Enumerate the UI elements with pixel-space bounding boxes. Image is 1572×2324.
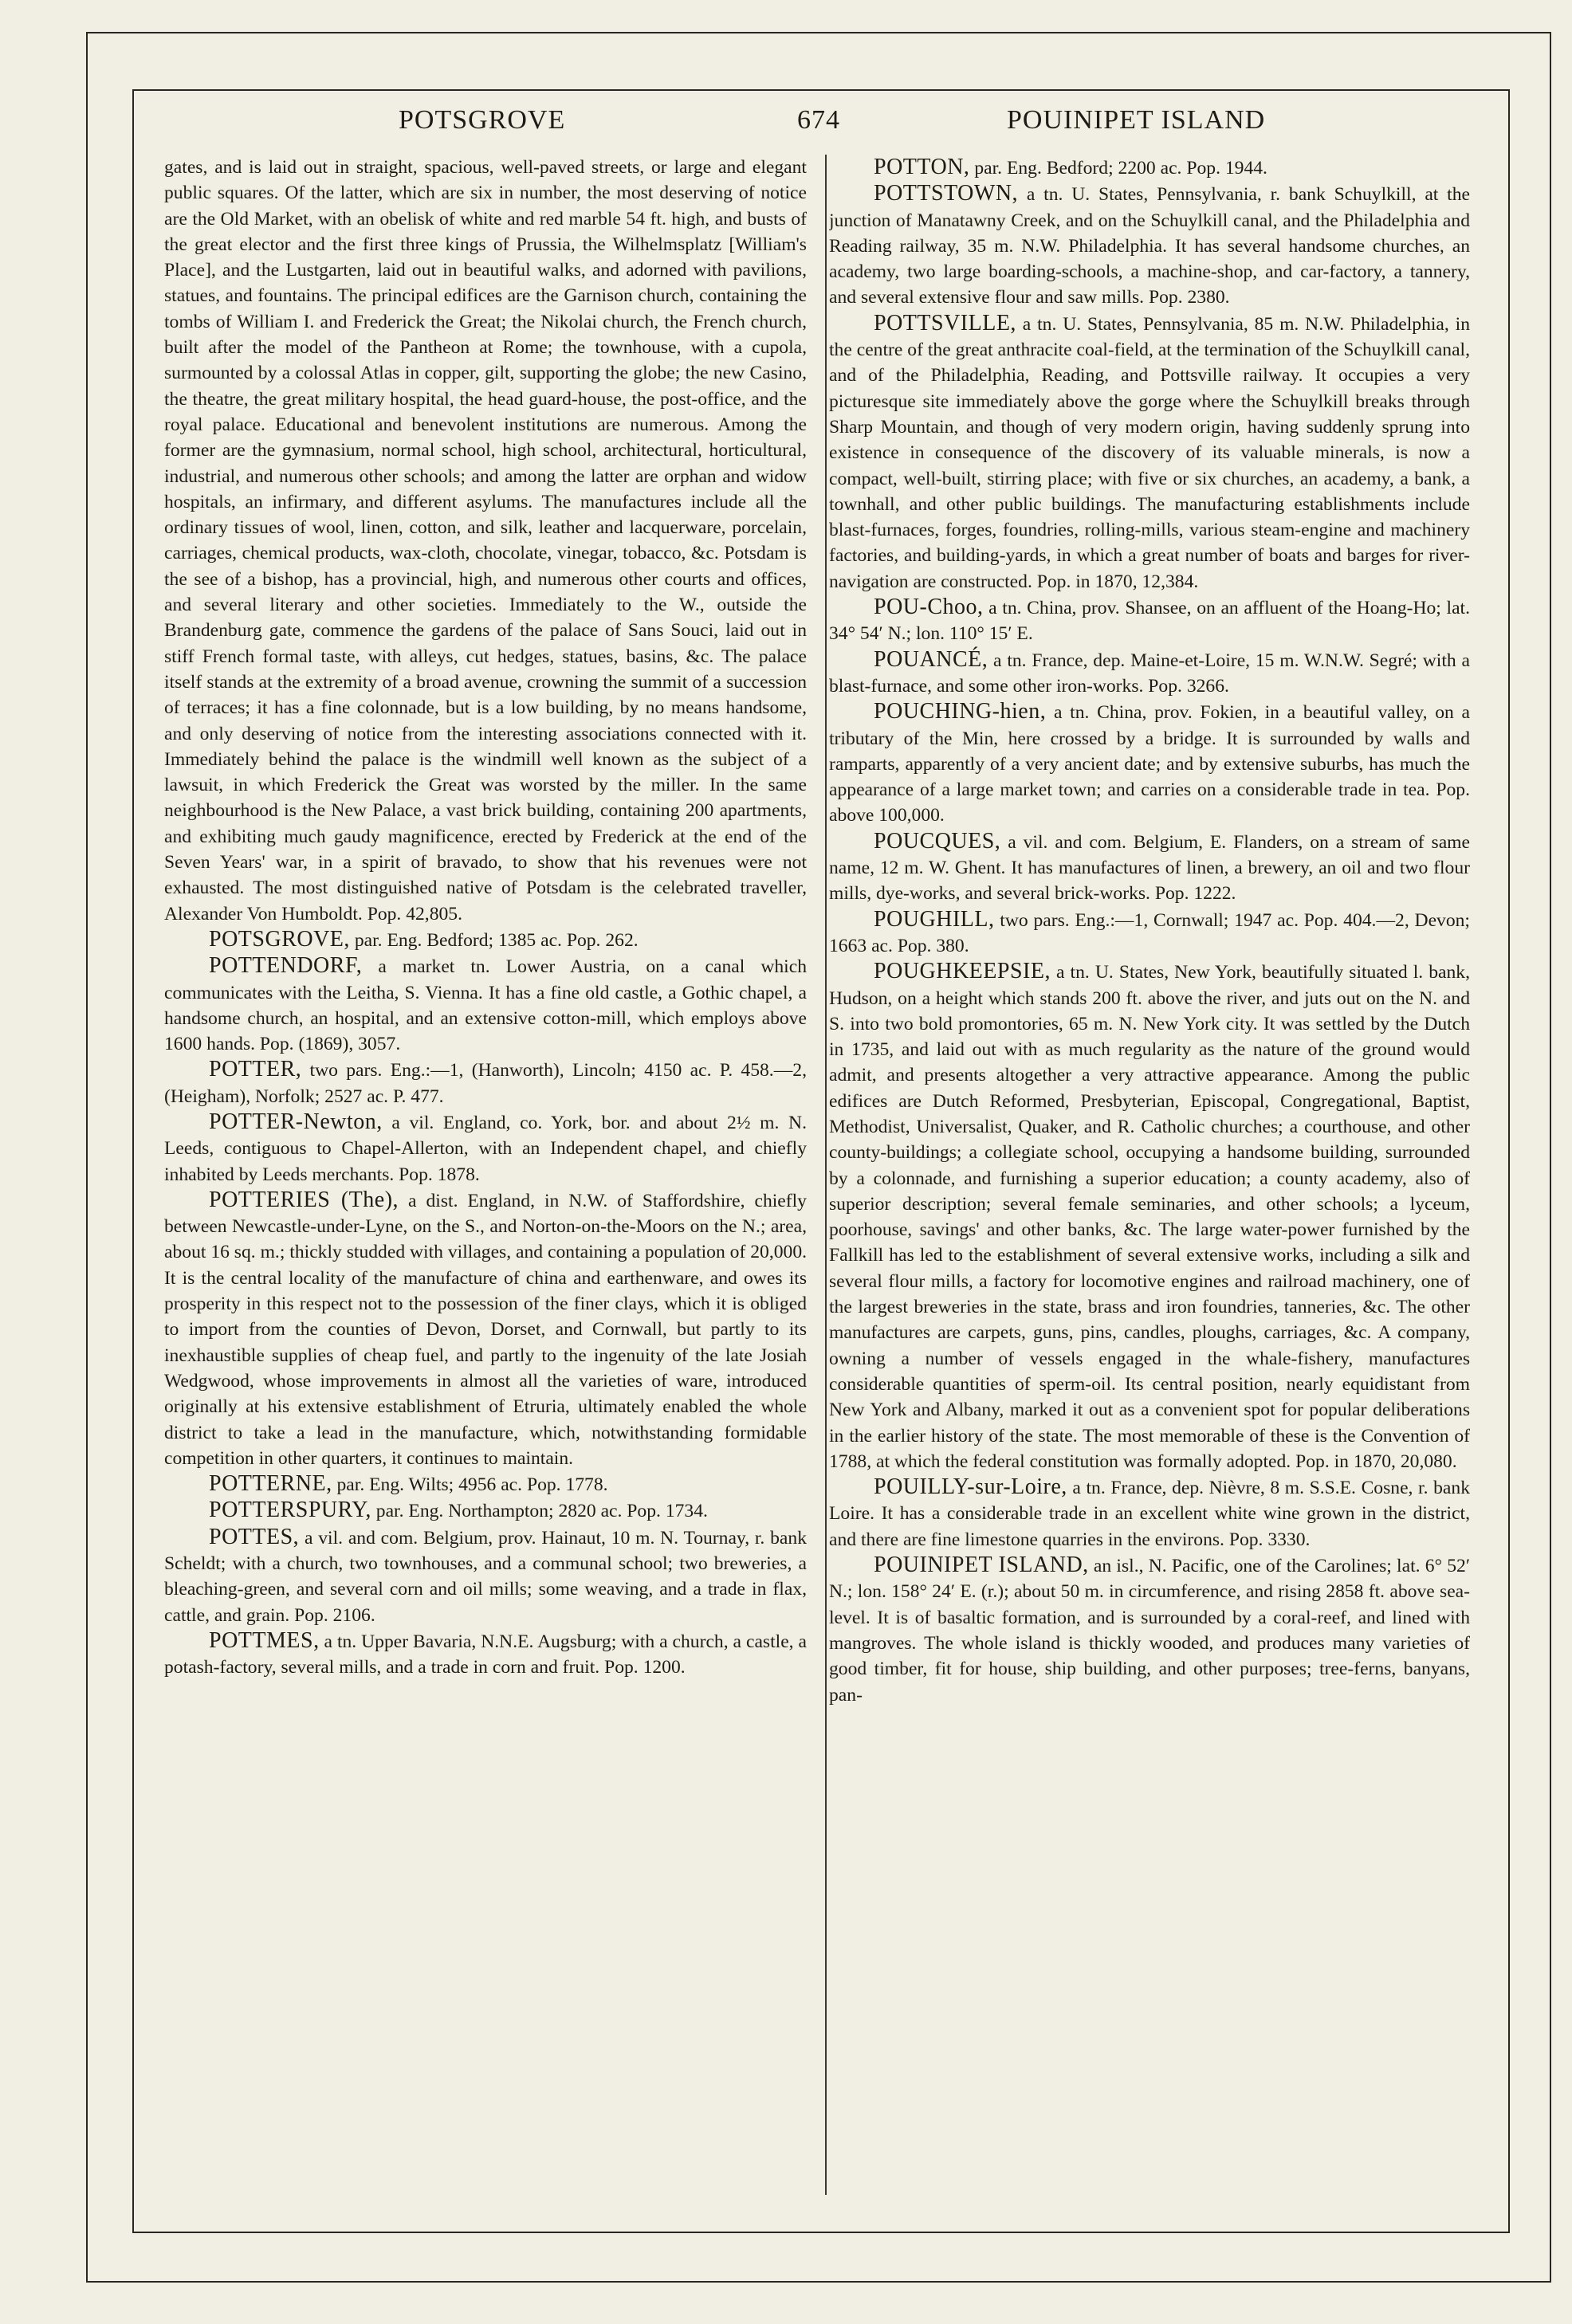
entry-pottendorf xyxy=(164,953,807,1057)
page-number: 674 xyxy=(797,105,840,135)
entry-text: par. Eng. Bedford; 1385 ac. Pop. 262. xyxy=(349,929,639,951)
entry-text: par. Eng. Northampton; 2820 ac. Pop. 1734. xyxy=(371,1501,708,1522)
entry-potsgrove xyxy=(164,927,807,953)
entry-headword: POUILLY-sur-Loire, xyxy=(874,1474,1067,1500)
column-divider xyxy=(825,155,827,2195)
entry-potter-newton xyxy=(164,1109,807,1188)
entry-text: a dist. England, in N.W. of Staffordshire, chiefly between Newcastle-under-Lyne, on the S., and Norton-on-the-Moors on the N.; area, about 16 sq. m.; thickly studded with villages, and containing a population of 20,000. It is the central locality of the manufacture of china and earthenware, and owes its prosperity in this respect not to the possession of the finer clays, which it is obliged to import from the counties of Devon, Dorset, and Cornwall, but partly to its inexhaustible supplies of cheap fuel, and partly to the ingenuity of the late Josiah Wedgwood, whose improvements in almost all the varieties of ware, introduced originally at his extensive establishment of Etruria, ultimately enabled the whole district to take a lead in the manufacture, which, notwithstanding formidable competition in other quarters, it continues to maintain. xyxy=(164,1190,807,1469)
entry-headword: POU-Choo, xyxy=(874,595,984,620)
entry-text: a tn. China, prov. Fokien, in a beautiful valley, on a tributary of the Min, here crossed by a bridge. It is surrounded by walls and ramparts, apparently of a very ancient date; and by extensive suburbs, has much the appearance of a large market town; and carries on a considerable trade in tea. Pop. above 100,000. xyxy=(829,702,1470,826)
entry-potterne xyxy=(164,1471,807,1498)
entry-pouinipet-island xyxy=(829,1553,1470,1708)
header-left-catchword: POTSGROVE xyxy=(399,105,566,135)
entry-potterspury xyxy=(164,1498,807,1524)
entry-headword: POUCHING-hien, xyxy=(874,699,1047,724)
entry-text: par. Eng. Bedford; 2200 ac. Pop. 1944. xyxy=(969,158,1267,179)
entry-text: a tn. U. States, Pennsylvania, 85 m. N.W. Philadelphia, in the centre of the great anthracite coal-field, at the termination of the Schuylkill canal, and of the Philadelphia, Reading, and Pottsville railway. It occupies a very picturesque site immediately above the gorge where the Schuylkill breaks through Sharp Mountain, and though of very modern origin, having suddenly sprung into existence in consequence of the discovery of its valuable minerals, is now a compact, well-built, stirring place; with five or six churches, an academy, a bank, a townhall, and other public buildings. The manufacturing establishments include blast-furnaces, forges, foundries, rolling-mills, various steam-engine and machinery factories, and building-yards, in which a great number of boats and barges for river-navigation are constructed. Pop. in 1870, 12,384. xyxy=(829,313,1470,592)
entry-text: a vil. England, co. York, bor. and about 2½ m. N. Leeds, contiguous to Chapel-Allerton, with an Independent chapel, and chiefly inhabited by Leeds merchants. Pop. 1878. xyxy=(164,1112,807,1185)
entry-headword: POTTER-Newton, xyxy=(209,1109,383,1134)
entry-text: a tn. China, prov. Shansee, on an affluent of the Hoang-Ho; lat. 34° 54′ N.; lon. 110° 15′ E. xyxy=(829,598,1470,645)
entry-headword: POTTENDORF, xyxy=(209,953,363,979)
entry-text: a tn. France, dep. Nièvre, 8 m. S.S.E. Cosne, r. bank Loire. It has a considerable trade in an excellent white wine grown in the district, and there are fine limestone quarries in the environs. Pop. 3330. xyxy=(829,1478,1470,1550)
running-header xyxy=(159,102,1483,142)
entry-headword: POUGHKEEPSIE, xyxy=(874,959,1051,984)
entry-text: a market tn. Lower Austria, on a canal which communicates with the Leitha, S. Vienna. It has a fine old castle, a Gothic chapel, a handsome church, an hospital, and an extensive cotton-mill, which employs above 1600 hands. Pop. (1869), 3057. xyxy=(164,956,807,1055)
entry-headword: POUANCÉ, xyxy=(874,646,988,672)
entry-potton xyxy=(829,155,1470,181)
entry-headword: POTTERSPURY, xyxy=(209,1498,371,1523)
entry-headword: POTTERNE, xyxy=(209,1471,332,1497)
entry-potter xyxy=(164,1057,807,1109)
entry-headword: POTTON, xyxy=(874,155,970,179)
entry-headword: POTSGROVE, xyxy=(209,926,350,952)
entry-headword: POTTSVILLE, xyxy=(874,310,1016,336)
entry-pottmes xyxy=(164,1628,807,1681)
entry-text: a tn. France, dep. Maine-et-Loire, 15 m. W.N.W. Segré; with a blast-furnace, and some other iron-works. Pop. 3266. xyxy=(829,650,1470,697)
entry-potteries xyxy=(164,1188,807,1471)
left-column xyxy=(164,155,807,2195)
entry-headword: POTTMES, xyxy=(209,1627,320,1653)
right-column xyxy=(829,155,1470,2195)
entry-pou-choo xyxy=(829,595,1470,647)
entry-text: two pars. Eng.:—1, (Hanworth), Lincoln; 4150 ac. P. 458.—2, (Heigham), Norfolk; 2527 ac. P. 477. xyxy=(164,1060,807,1107)
entry-text: an isl., N. Pacific, one of the Carolines; lat. 6° 52′ N.; lon. 158° 24′ E. (r.); about 50 m. in circumference, and rising 2858 ft. above sea-level. It is of basaltic formation, and is surrounded by a coral-reef, and lined with mangroves. The whole island is thickly wooded, and produces many varieties of good timber, fit for house, ship building, and other purposes; tree-ferns, banyans, pan- xyxy=(829,1556,1470,1706)
entry-poughill xyxy=(829,907,1470,960)
entry-text: a tn. U. States, Pennsylvania, r. bank Schuylkill, at the junction of Manatawny Creek, and on the Schuylkill canal, and the Philadelphia and Reading railway, 35 m. N.W. Philadelphia. It has several handsome churches, an academy, two large boarding-schools, a machine-shop, and car-factory, a tannery, and several extensive flour and saw mills. Pop. 2380. xyxy=(829,184,1470,308)
entry-continuation xyxy=(164,155,807,927)
entry-headword: POTTERIES (The), xyxy=(209,1187,399,1212)
header-right-catchword: POUINIPET ISLAND xyxy=(1007,105,1266,135)
entry-pottes xyxy=(164,1525,807,1628)
entry-headword: POTTSTOWN, xyxy=(874,181,1019,206)
entry-headword: POTTER, xyxy=(209,1057,302,1082)
entry-pouching-hien xyxy=(829,699,1470,828)
entry-poughkeepsie xyxy=(829,959,1470,1474)
entry-pouance xyxy=(829,647,1470,700)
entry-headword: POUGHILL, xyxy=(874,906,995,932)
entry-poucques xyxy=(829,829,1470,907)
entry-headword: POTTES, xyxy=(209,1524,300,1549)
entry-pottstown xyxy=(829,181,1470,310)
entry-text: a tn. U. States, New York, beautifully situated l. bank, Hudson, on a height which stands 200 ft. above the river, and juts out on the N. and S. into two bold promontories, 65 m. N. New York city. It was settled by the Dutch in 1735, and laid out with as much regularity as the nature of the ground would admit, and presents altogether a very attractive appearance. Among the public edifices are Dutch Reformed, Presbyterian, Episcopal, Congregational, Baptist, Methodist, Universalist, Quaker, and R. Catholic churches; a courthouse, and other county-buildings; a collegiate school, occupying a handsome building, surrounded by a colonnade, and furnishing a superior education; a county academy, also of superior description; several female seminaries, and other schools; a lyceum, poorhouse, savings' and other banks, &c. The large water-power furnished by the Fallkill has led to the establishment of several extensive works, including a silk and several flour mills, a factory for locomotive engines and railroad machinery, one of the largest breweries in the state, brass and iron foundries, tanneries, &c. The other manufactures are carpets, guns, pins, candles, ploughs, carriages, &c. A company, owning a number of vessels engaged in the whale-fishery, manufactures considerable quantities of sperm-oil. Its central position, nearly equidistant from New York and Albany, marked it out as a convenient spot for popular deliberations in the earlier history of the state. The most memorable of these is the Convention of 1788, at which the federal constitution was formally adopted. Pop. in 1870, 20,080. xyxy=(829,962,1470,1472)
entry-pottsville xyxy=(829,311,1470,595)
entry-text: par. Eng. Wilts; 4956 ac. Pop. 1778. xyxy=(332,1474,608,1496)
entry-text: a vil. and com. Belgium, prov. Hainaut, 10 m. N. Tournay, r. bank Scheldt; with a church, two townhouses, and a communal school; two breweries, a bleaching-green, and several corn and oil mills; some weaving, and a trade in flax, cattle, and grain. Pop. 2106. xyxy=(164,1527,807,1626)
entry-text: a vil. and com. Belgium, E. Flanders, on a stream of same name, 12 m. W. Ghent. It has manufactures of linen, a brewery, an oil and two flour mills, dye-works, and several brick-works. Pop. 1222. xyxy=(829,831,1470,905)
entry-text: gates, and is laid out in straight, spacious, well-paved streets, or large and elegant public squares. Of the latter, which are six in number, the most deserving of notice are the Old Market, with an obelisk of white and red marble 54 ft. high, and busts of the great elector and the first three kings of Prussia, the Wilhelmsplatz [William's Place], and the Lustgarten, laid out in beautiful walks, and adorned with pavilions, statues, and fountains. The principal edifices are the Garnison church, containing the tombs of William I. and Frederick the Great; the Nikolai church, the French church, built after the model of the Pantheon at Rome; the townhouse, with a cupola, surmounted by a colossal Atlas in copper, gilt, supporting the globe; the new Casino, the theatre, the great military hospital, the head guard-house, the post-office, and the royal palace. Educational and benevolent institutions are numerous. Among the former are the gymnasium, normal school, high school, architectural, horticultural, industrial, and numerous other schools; and among the latter are orphan and widow hospitals, an infirmary, and different asylums. The manufactures include all the ordinary tissues of wool, linen, cotton, and silk, leather and lacquerware, porcelain, carriages, chemical products, wax-cloth, chocolate, vinegar, tobacco, &c. Potsdam is the see of a bishop, has a provincial, high, and numerous other courts and offices, and several literary and other societies. Immediately to the W., outside the Brandenburg gate, commence the gardens of the palace of Sans Souci, laid out in stiff French formal taste, with alleys, cut hedges, statues, basins, &c. The palace itself stands at the extremity of a broad avenue, crowning the summit of a succession of terraces; it has a fine colonnade, but is a low building, by no means handsome, and only deserving of notice from the interesting associations connected with it. Immediately behind the palace is the windmill well known as the subject of a lawsuit, in which Frederick the Great was worsted by the miller. In the same neighbourhood is the New Palace, a vast brick building, containing 200 apartments, and exhibiting much gaudy magnificence, erected by Frederick at the end of the Seven Years' war, in a spirit of bravado, to show that his revenues were not exhausted. The most distinguished native of Potsdam is the celebrated traveller, Alexander Von Humboldt. Pop. 42,805. xyxy=(164,157,807,924)
entry-headword: POUCQUES, xyxy=(874,828,1001,854)
entry-pouilly-sur-loire xyxy=(829,1474,1470,1553)
entry-text: a tn. Upper Bavaria, N.N.E. Augsburg; with a church, a castle, a potash-factory, several mills, and a trade in corn and fruit. Pop. 1200. xyxy=(164,1631,807,1678)
entry-text: two pars. Eng.:—1, Cornwall; 1947 ac. Pop. 404.—2, Devon; 1663 ac. Pop. 380. xyxy=(829,909,1470,956)
entry-headword: POUINIPET ISLAND, xyxy=(874,1553,1089,1578)
